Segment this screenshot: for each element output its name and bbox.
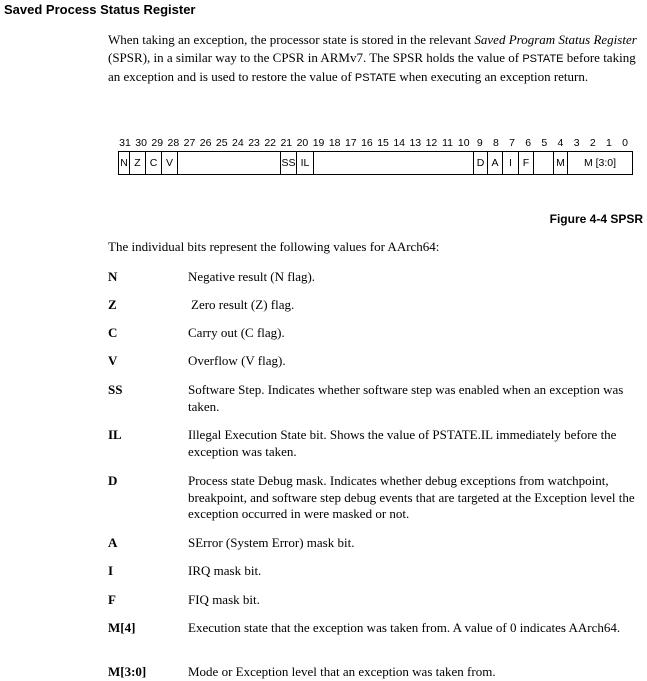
field-d: D: [474, 152, 488, 174]
bit-number: 4: [557, 137, 564, 149]
figure-caption: Figure 4-4 SPSR: [549, 212, 643, 226]
spsr-register-figure: [118, 134, 633, 189]
bit-description: Execution state that the exception was taken from. A value of 0 indicates AArch64.: [188, 620, 621, 635]
intro-text-1: When taking an exception, the processor state is stored in the relevant: [108, 32, 475, 47]
bit-number: 14: [393, 137, 406, 149]
bit-number: 27: [183, 137, 196, 149]
bit-number: 29: [151, 137, 164, 149]
bit-number: 28: [167, 137, 180, 149]
intro-text-4: when executing an exception return.: [396, 69, 589, 84]
bit-number: 11: [442, 137, 454, 149]
bit-number: 9: [476, 137, 483, 149]
bit-number: 8: [493, 137, 499, 149]
field-m3-0: M [3:0]: [583, 157, 617, 169]
bit-description: Overflow (V flag).: [188, 353, 286, 368]
bit-number: 10: [457, 137, 470, 149]
bit-term: V: [108, 353, 118, 368]
intro-code-1: PSTATE: [522, 52, 564, 65]
bit-number: 25: [215, 137, 228, 149]
bit-number: 18: [328, 137, 341, 149]
bit-number: 13: [409, 137, 422, 149]
bit-term: N: [108, 269, 118, 284]
bit-description: Mode or Exception level that an exception was taken from.: [188, 664, 496, 679]
bit-description: Negative result (N flag).: [188, 269, 316, 284]
bit-term: IL: [108, 427, 122, 442]
bit-term: I: [108, 563, 114, 578]
intro-text-3: before taking an exception and is used to restore the value of: [108, 49, 636, 84]
bit-term: A: [108, 535, 118, 550]
bit-number: 17: [344, 137, 357, 149]
field-v: V: [162, 152, 178, 174]
bit-term: F: [108, 592, 116, 607]
field-c: C: [146, 152, 162, 174]
bit-number: 2: [589, 137, 596, 149]
bit-number: 16: [361, 137, 373, 149]
bit-term: D: [108, 473, 118, 488]
bit-description: FIQ mask bit.: [188, 592, 260, 607]
field-reserved-high: [178, 152, 281, 174]
bit-term: M[4]: [108, 620, 136, 635]
field-il: IL: [297, 152, 314, 174]
field-i: I: [503, 152, 519, 174]
bit-term: Z: [108, 297, 117, 312]
field-f: F: [519, 152, 534, 174]
intro-text-2: (SPSR), in a similar way to the CPSR in ARMv7. The SPSR holds the value of: [108, 49, 523, 65]
bit-number: 26: [199, 137, 212, 149]
bit-number: 24: [232, 137, 244, 149]
bit-number: 5: [541, 137, 548, 149]
bit-number: 6: [525, 137, 532, 149]
bit-description: Zero result (Z) flag.: [191, 297, 295, 312]
bit-term: C: [108, 325, 118, 340]
bit-number: 20: [296, 137, 309, 149]
bit-number: 21: [280, 137, 293, 149]
bit-term: M[3:0]: [108, 664, 147, 679]
bit-number: 7: [509, 137, 516, 149]
field-ss: SS: [281, 152, 297, 174]
bit-description: Software Step. Indicates whether software step was enabled when an exception was taken.: [188, 382, 624, 414]
register-field-box: [118, 151, 633, 175]
bit-number: 23: [248, 137, 260, 149]
bit-description: SError (System Error) mask bit.: [188, 535, 355, 550]
intro-paragraph: [108, 31, 643, 88]
bit-number: 31: [119, 137, 131, 149]
bit-description: Process state Debug mask. Indicates whether debug exceptions from watchpoint, breakpoint, and software step debug events that are targeted at the Exception level the exception occurred in were masked or not.: [188, 473, 635, 521]
bit-description: Carry out (C flag).: [188, 325, 285, 340]
bit-number: 1: [605, 137, 612, 149]
bit-number: 19: [312, 137, 325, 149]
field-reserved-mid: [314, 152, 474, 174]
bit-number: 15: [377, 137, 389, 149]
intro-code-2: PSTATE: [354, 72, 397, 84]
section-heading: Saved Process Status Register: [4, 2, 196, 17]
field-a: A: [488, 152, 503, 174]
bit-number: 0: [622, 137, 628, 149]
bit-term: SS: [108, 382, 123, 397]
bit-number: 30: [135, 137, 147, 149]
field-reserved-low: [534, 152, 554, 174]
intro-emphasis: Saved Program Status Register: [474, 32, 637, 47]
bit-number: 3: [573, 137, 580, 149]
bit-description: IRQ mask bit.: [188, 563, 262, 578]
bit-number: 12: [425, 137, 438, 149]
field-m4: M: [554, 152, 568, 174]
bits-lead-text: The individual bits represent the following values for AArch64:: [108, 239, 440, 254]
bit-number: 22: [264, 137, 276, 149]
bit-description: Illegal Execution State bit. Shows the value of PSTATE.IL immediately before the exception was taken.: [188, 427, 617, 459]
field-z: Z: [130, 152, 146, 174]
field-n: N: [119, 152, 130, 174]
